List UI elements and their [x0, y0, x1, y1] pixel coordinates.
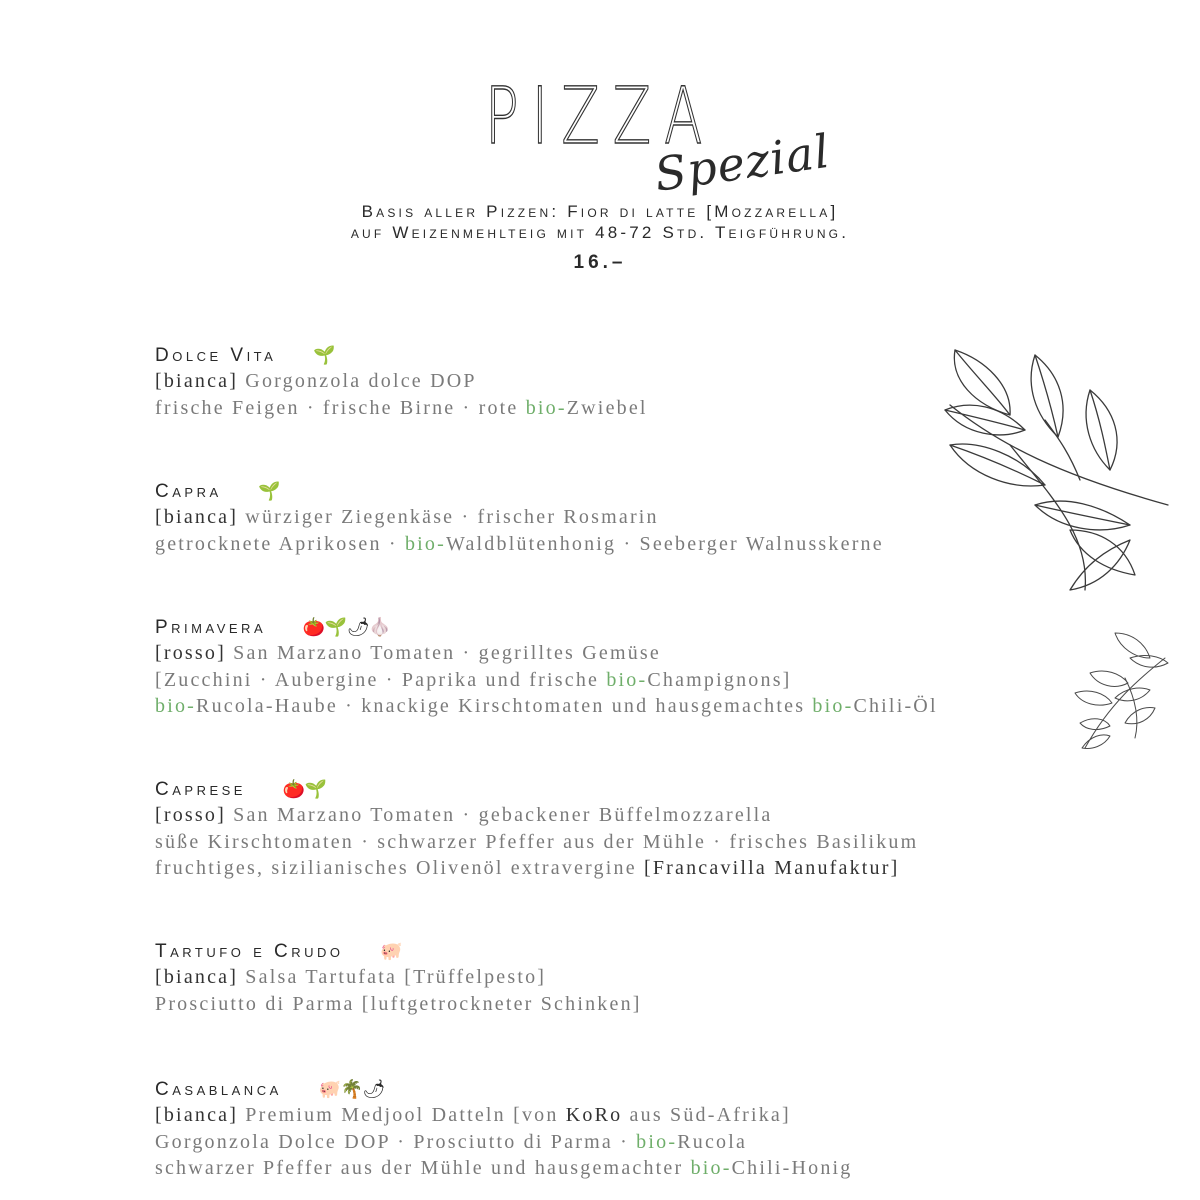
pizza-description — [155, 640, 938, 720]
tomato-icon: 🍅 — [302, 617, 328, 637]
pizza-icons — [313, 342, 338, 368]
description-line — [155, 395, 648, 422]
bio-label: bio- — [690, 1157, 732, 1179]
pizza-dolce-vita — [155, 342, 648, 421]
pizza-name-row — [155, 776, 918, 802]
seedling-icon: 🌱 — [258, 481, 283, 501]
pizza-icons — [302, 614, 394, 640]
pizza-name: Casablanca — [155, 1079, 282, 1100]
pizza-icons — [258, 478, 283, 504]
pizza-caprese — [155, 776, 918, 882]
pizza-name: Tartufo e Crudo — [155, 941, 344, 962]
chili-icon: 🌶 — [346, 617, 372, 637]
emphasis-text: [bianca] — [155, 506, 239, 528]
pig-icon: 🐖 — [380, 941, 405, 961]
pizza-casablanca — [155, 1076, 852, 1182]
emphasis-text: KoRo — [565, 1104, 623, 1126]
description-line — [155, 802, 918, 829]
description-text: Premium Medjool Datteln [von — [238, 1104, 566, 1126]
pizza-name: Dolce Vita — [155, 345, 277, 366]
description-text: [Zucchini · Aubergine · Paprika und frische — [155, 668, 607, 691]
description-text: Chili-Öl — [853, 695, 938, 717]
tomato-icon: 🍅 — [282, 779, 308, 799]
garlic-icon: 🧄 — [368, 617, 394, 637]
pizza-name: Caprese — [155, 779, 246, 800]
description-text: schwarzer Pfeffer aus der Mühle und hausgemachter — [155, 1157, 691, 1179]
bio-label: bio- — [404, 532, 446, 555]
emphasis-text: [rosso] — [155, 804, 226, 826]
basis-line-1: Basis aller Pizzen: Fior di latte [Mozzarella] — [361, 202, 839, 221]
pizza-tartufo-e-crudo — [155, 938, 642, 1017]
description-text: Salsa Tartufata [Trüffelpesto] — [238, 966, 547, 988]
chili-icon: 🌶 — [362, 1079, 388, 1099]
leaf-branch-illustration-small — [1070, 628, 1170, 753]
pizza-name: Capra — [155, 481, 222, 502]
description-line — [155, 693, 938, 720]
description-line — [155, 855, 918, 882]
description-text: San Marzano Tomaten · gebackener Büffelmozzarella — [225, 804, 773, 826]
description-line — [155, 829, 918, 856]
price: 16.– — [573, 252, 627, 273]
emphasis-text: [bianca] — [155, 966, 239, 988]
emphasis-text: [rosso] — [155, 642, 226, 664]
description-text: Gorgonzola Dolce DOP · Prosciutto di Parma · — [155, 1130, 637, 1153]
description-line — [155, 531, 884, 558]
pizza-name-row — [155, 478, 884, 504]
description-line — [155, 640, 938, 667]
pizza-name-row — [155, 342, 648, 368]
pizza-name-row — [155, 938, 642, 964]
bio-label: bio- — [636, 1130, 678, 1153]
pizza-description — [155, 368, 648, 421]
description-text: Champignons] — [647, 668, 792, 691]
emphasis-text: [bianca] — [155, 370, 239, 392]
description-text: süße Kirschtomaten · schwarzer Pfeffer aus der Mühle · frisches Basilikum — [155, 830, 919, 853]
description-text: Chili-Honig — [731, 1157, 853, 1179]
description-text: Gorgonzola dolce DOP — [238, 370, 477, 392]
pizza-name-row — [155, 1076, 852, 1102]
pizza-description — [155, 964, 642, 1017]
pizza-icons — [380, 938, 405, 964]
description-text: Prosciutto di Parma [luftgetrockneter Schinken] — [155, 992, 642, 1015]
description-text: würziger Ziegenkäse · frischer Rosmarin — [238, 506, 659, 528]
pizza-icons — [318, 1076, 388, 1102]
description-text: Rucola — [677, 1130, 748, 1153]
pizza-description — [155, 802, 918, 882]
pizza-description — [155, 1102, 852, 1182]
seedling-icon: 🌱 — [313, 345, 338, 365]
emphasis-text: [Francavilla Manufaktur] — [643, 857, 900, 879]
description-line — [155, 1129, 852, 1156]
seedling-icon: 🌱 — [304, 779, 330, 799]
bio-label: bio- — [606, 668, 648, 691]
bio-label: bio- — [525, 396, 567, 419]
pizza-primavera — [155, 614, 938, 720]
description-text: fruchtiges, sizilianisches Olivenöl extravergine — [155, 857, 644, 879]
description-line — [155, 991, 642, 1018]
description-line — [155, 667, 938, 694]
description-line — [155, 1102, 852, 1129]
page-title: PIZZA — [484, 72, 716, 162]
emphasis-text: [bianca] — [155, 1104, 239, 1126]
description-text: Rucola-Haube · knackige Kirschtomaten und hausgemachtes — [196, 695, 813, 717]
description-line — [155, 1155, 852, 1182]
pizza-name-row — [155, 614, 938, 640]
pizza-name: Primavera — [155, 617, 267, 638]
description-line — [155, 504, 884, 531]
seedling-icon: 🌱 — [324, 617, 350, 637]
basis-note — [0, 201, 1200, 243]
page-subtitle-script: Spezial — [651, 123, 834, 202]
description-text: frische Feigen · frische Birne · rote — [155, 396, 526, 419]
basis-line-2: auf Weizenmehlteig mit 48-72 Std. Teigführung. — [350, 223, 850, 242]
description-text: Waldblütenhonig · Seeberger Walnusskerne — [446, 532, 884, 555]
pig-icon: 🐖 — [318, 1079, 343, 1099]
pizza-icons — [282, 776, 330, 802]
pizza-capra — [155, 478, 884, 557]
bio-label: bio- — [812, 695, 854, 717]
description-line — [155, 368, 648, 395]
description-text: San Marzano Tomaten · gegrilltes Gemüse — [225, 642, 661, 664]
description-text: getrocknete Aprikosen · — [155, 532, 405, 555]
leaf-branch-illustration-large — [940, 345, 1175, 595]
pizza-description — [155, 504, 884, 557]
description-text: aus Süd-Afrika] — [622, 1104, 791, 1126]
description-line — [155, 964, 642, 991]
palm-icon: 🌴 — [340, 1079, 365, 1099]
description-text: Zwiebel — [566, 396, 648, 419]
bio-label: bio- — [155, 695, 197, 717]
